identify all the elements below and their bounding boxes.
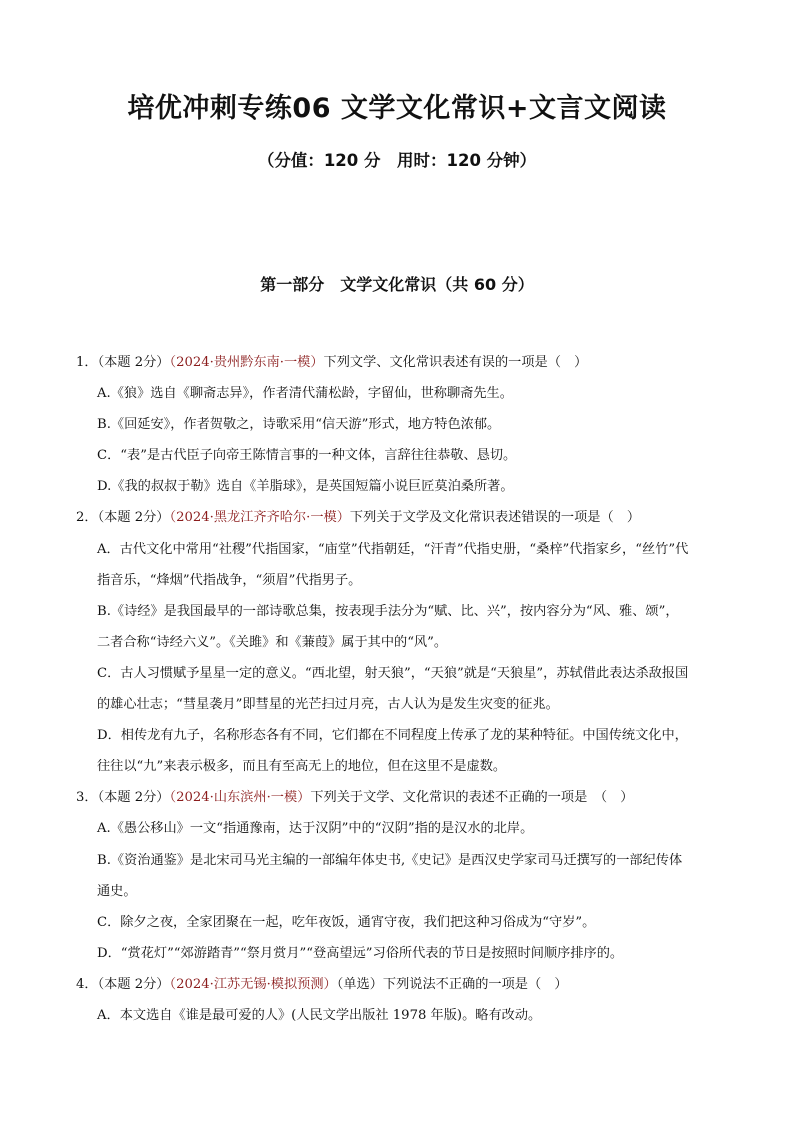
question-text: （单选）下列说法不正确的一项是（ ） (336, 976, 568, 992)
question-text: 下列文学、文化常识表述有误的一项是（ ） (323, 355, 588, 370)
option-c: C．除夕之夜，全家团聚在一起，吃年夜饭，通宵守夜，我们把这种习俗成为“守岁”。 (97, 914, 596, 930)
question-points: （本题 2分） (97, 976, 170, 992)
page-subtitle: （分值：120 分 用时：120 分钟） (257, 151, 537, 170)
question-points: （本题 2分） (97, 790, 170, 806)
question-points: （本题 2分） (97, 355, 170, 370)
question-list (76, 347, 736, 1031)
section-heading: 第一部分 文学文化常识（共 60 分） (260, 275, 534, 294)
option-a: A．古代文化中常用“社稷”代指国家，“庙堂”代指朝廷，“汗青”代指史册，“桑梓”代指家乡，“丝竹”代 (97, 541, 689, 557)
question-stem (76, 969, 736, 1000)
option-b: B.《诗经》是我国最早的一部诗歌总集，按表现手法分为“赋、比、兴”，按内容分为“风、雅、颂”， (97, 603, 679, 619)
option-a: A．本文选自《谁是最可爱的人》(人民文学出版社 1978 年版)。略有改动。 (97, 1007, 542, 1023)
option-d: D．相传龙有九子，名称形态各有不同，它们都在不同程度上传承了龙的某种特征。中国传统文化中， (97, 728, 688, 744)
question-stem (76, 347, 736, 378)
option-c-continued: 的雄心壮志；“彗星袭月”即彗星的光芒扫过月亮，古人认为是发生灾变的征兆。 (97, 697, 559, 713)
option-d: D.《我的叔叔于勒》选自《羊脂球》，是英国短篇小说巨匠莫泊桑所著。 (97, 479, 514, 495)
option-a-continued: 指音乐，“烽烟”代指战争，“须眉”代指男子。 (97, 572, 362, 588)
option-d-continued: 往往以“九”来表示极多，而且有至高无上的地位，但在这里不是虚数。 (97, 759, 507, 775)
question-source: （2024·江苏无锡·模拟预测） (169, 976, 337, 992)
question-stem (76, 782, 736, 813)
question-text: 下列关于文学、文化常识的表述不正确的一项是 （ ） (310, 790, 634, 806)
option-c: C．古人习惯赋予星星一定的意义。“西北望，射天狼”，“天狼”就是“天狼星”，苏轼借此表达杀敌报国 (97, 665, 689, 681)
option-b-continued: 二者合称“诗经六义”。《关雎》和《蒹葭》属于其中的“风”。 (97, 634, 448, 650)
question-points: （本题 2分） (97, 510, 170, 526)
option-b-continued: 通史。 (97, 883, 137, 899)
question-source: （2024·贵州黔东南·一模） (169, 355, 324, 370)
option-a: A.《愚公移山》一文“指通豫南，达于汉阴”中的“汉阴”指的是汉水的北岸。 (97, 821, 534, 837)
option-c: C．“表”是古代臣子向帝王陈情言事的一种文体，言辞往往恭敬、恳切。 (97, 448, 517, 464)
question-number: 2． (76, 510, 98, 526)
option-b: B.《回延安》，作者贺敬之，诗歌采用“信天游”形式，地方特色浓郁。 (97, 417, 501, 433)
question-number: 3． (76, 790, 98, 806)
question-number: 4． (76, 976, 98, 992)
question-source: （2024·山东滨州·一模） (169, 790, 311, 806)
question-number: 1． (76, 355, 98, 370)
option-d: D．“赏花灯”“郊游踏青”“祭月赏月”“登高望远”习俗所代表的节日是按照时间顺序排序的。 (97, 945, 624, 961)
question-text: 下列关于文学及文化常识表述错误的一项是（ ） (349, 510, 641, 526)
question-stem (76, 502, 736, 533)
page-title: 培优冲刺专练06 文学文化常识+文言文阅读 (127, 93, 667, 124)
question-source: （2024·黑龙江齐齐哈尔·一模） (169, 510, 350, 526)
option-b: B.《资治通鉴》是北宋司马光主编的一部编年体史书,《史记》是西汉史学家司马迁撰写的一部纪传体 (97, 852, 683, 868)
option-a: A.《狼》选自《聊斋志异》，作者清代蒲松龄，字留仙，世称聊斋先生。 (97, 386, 513, 402)
